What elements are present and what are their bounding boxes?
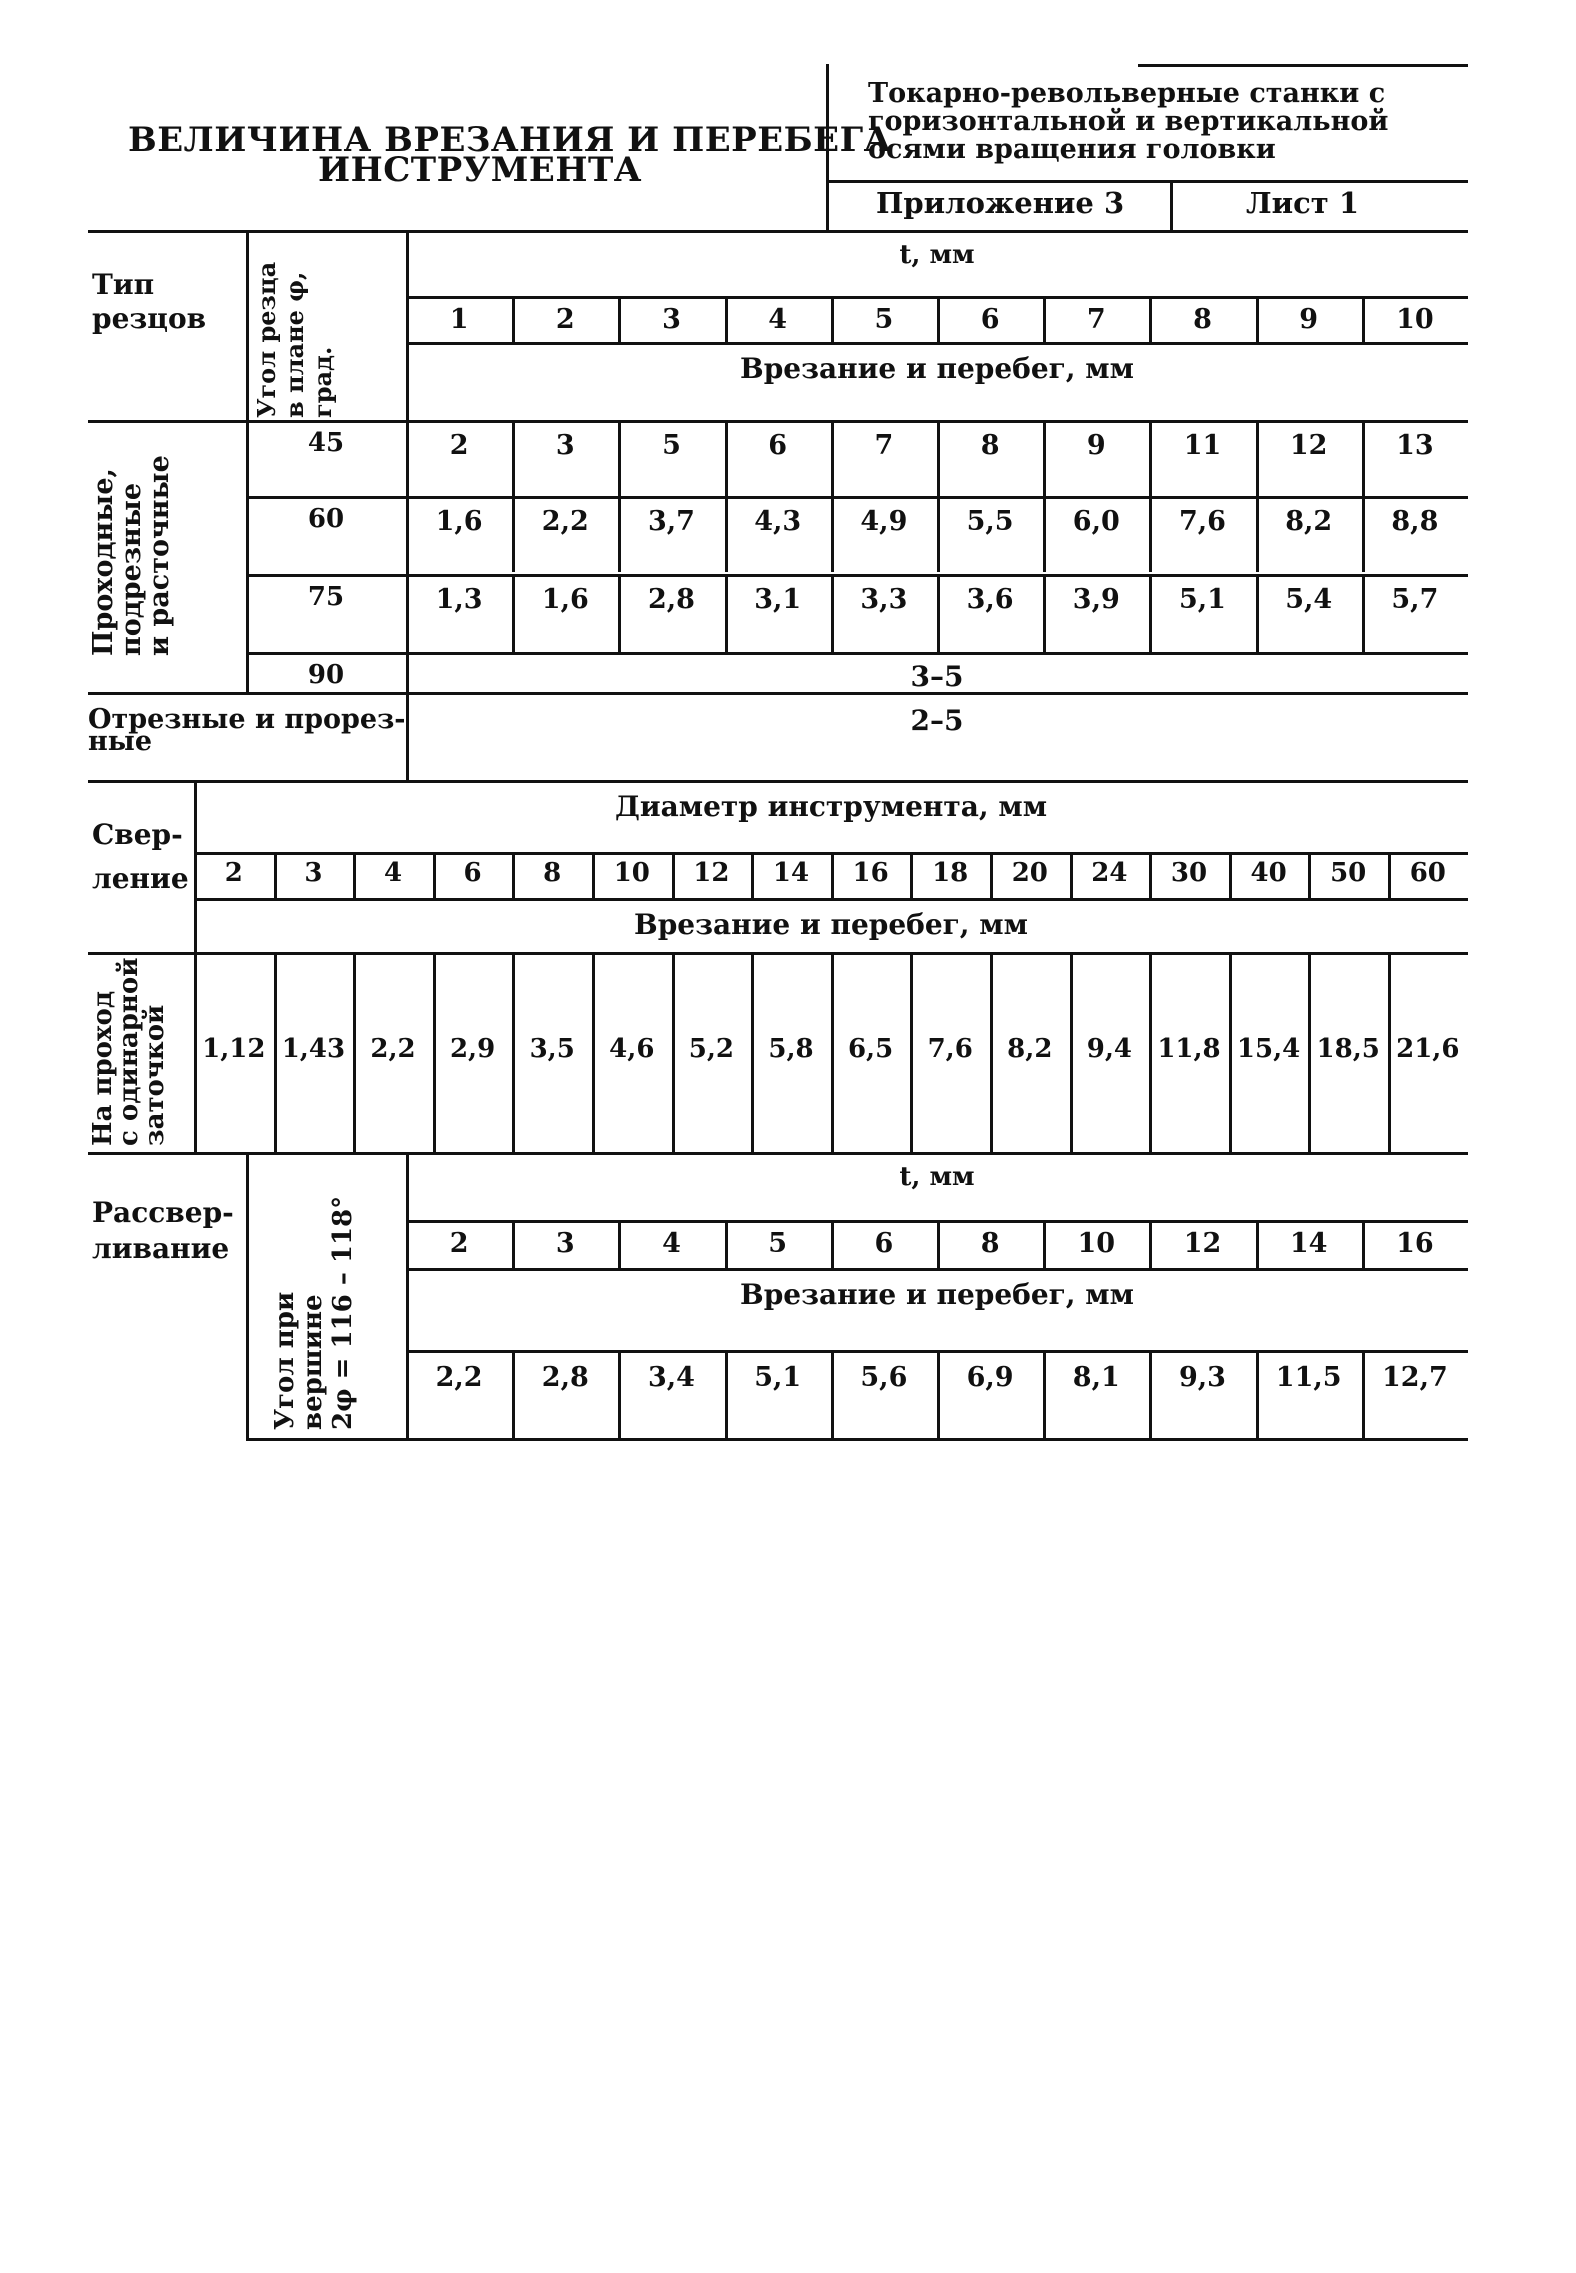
header-mid-rule (826, 180, 1468, 183)
t-value: 5 (874, 304, 894, 335)
diameter-value: 4 (383, 858, 403, 888)
rule (1256, 420, 1259, 496)
rule (1308, 952, 1311, 1152)
header-top-rule (1138, 64, 1468, 67)
rule (512, 1220, 515, 1268)
t-value: 6 (980, 304, 1000, 335)
drilling-label-2: ление (92, 862, 189, 895)
rule (1070, 952, 1073, 1152)
type-label-2: резцов (92, 302, 207, 335)
cutter-value: 5,1 (1178, 584, 1226, 615)
drilling-side-2: с одинарной (114, 957, 144, 1146)
rule (937, 420, 940, 496)
rule (618, 574, 621, 652)
rule (725, 574, 728, 652)
rule (1043, 496, 1046, 572)
diameter-value: 14 (772, 858, 810, 888)
diameter-value: 12 (693, 858, 730, 888)
drilling-value: 4,6 (609, 1034, 655, 1064)
cutter-value: 5 (662, 430, 681, 461)
rule (672, 852, 675, 898)
rule (618, 1350, 621, 1438)
diameter-value: 16 (852, 858, 889, 888)
type-label-1: Тип (92, 268, 155, 301)
drilling-value: 11,8 (1157, 1034, 1221, 1064)
rule (274, 952, 277, 1152)
cutter-value: 3,7 (647, 506, 695, 537)
drilling-value: 7,6 (927, 1034, 973, 1064)
rule (512, 574, 515, 652)
rule (1149, 420, 1152, 496)
rule (274, 852, 277, 898)
appendix-divider (1170, 180, 1173, 230)
rule (831, 852, 834, 898)
rule (1362, 1220, 1365, 1268)
cutter-value: 7 (874, 430, 894, 461)
rule (1043, 1350, 1046, 1438)
rule (831, 952, 834, 1152)
rule (1256, 1350, 1259, 1438)
t-value: 10 (1396, 304, 1434, 335)
angle-90: 90 (307, 660, 345, 690)
rule (618, 496, 621, 572)
cutoff-value: 2–5 (910, 704, 964, 737)
rule (618, 1220, 621, 1268)
rule (1362, 1350, 1365, 1438)
t-value: 9 (1299, 304, 1319, 335)
header-divider (826, 64, 829, 230)
rule (1149, 296, 1152, 342)
rule (246, 652, 1468, 655)
reaming-t-value: 8 (980, 1228, 1000, 1259)
rule (751, 952, 754, 1152)
drilling-value: 6,5 (847, 1034, 894, 1064)
rule (353, 952, 356, 1152)
rule (1362, 296, 1365, 342)
reaming-value: 6,9 (966, 1362, 1014, 1393)
rule (990, 852, 993, 898)
cutoff-label-2: ные (88, 726, 153, 757)
cutter-value: 2,8 (647, 584, 695, 615)
overrun-label: Врезание и перебег, мм (740, 352, 1134, 385)
rule (1043, 420, 1046, 496)
diameter-value: 8 (543, 858, 562, 888)
cutter-value: 3,1 (754, 584, 802, 615)
rule (831, 296, 834, 342)
drilling-value: 1,12 (202, 1034, 266, 1064)
diameter-value: 10 (613, 858, 650, 888)
t-value: 1 (449, 304, 469, 335)
cutter-value: 2 (449, 430, 469, 461)
rule (831, 1350, 834, 1438)
rule (88, 780, 1468, 783)
drilling-side-3: заточкой (140, 1004, 170, 1146)
rule (88, 952, 1468, 955)
rule (433, 852, 436, 898)
reaming-value: 5,1 (754, 1362, 802, 1393)
drilling-side-1: На проход (88, 990, 118, 1146)
drilling-value: 18,5 (1316, 1034, 1380, 1064)
rule (618, 420, 621, 496)
diameter-value: 18 (932, 858, 969, 888)
diameter-value: 2 (224, 858, 243, 888)
rule (937, 296, 940, 342)
rule (1149, 496, 1152, 572)
rule (672, 952, 675, 1152)
reaming-value: 11,5 (1275, 1362, 1342, 1393)
rule (88, 420, 1468, 423)
rule (1388, 952, 1391, 1152)
rule (512, 420, 515, 496)
diameter-value: 3 (304, 858, 323, 888)
angle-label-3: град. (308, 346, 337, 418)
angle-label-2: в плане φ, (280, 271, 309, 418)
diameter-value: 50 (1330, 858, 1367, 888)
cutter-value: 5,4 (1285, 584, 1333, 615)
drilling-value: 1,43 (281, 1034, 346, 1064)
machine-line-1: Токарно-револьверные станки с (868, 78, 1386, 109)
rule (725, 496, 728, 572)
reaming-angle-1: Угол при (270, 1291, 300, 1430)
diameter-header: Диаметр инструмента, мм (614, 790, 1048, 823)
t-value: 4 (768, 304, 788, 335)
rule (88, 692, 1468, 695)
rule (937, 496, 940, 572)
group-label-1: Проходные, (88, 468, 119, 656)
rule (937, 1220, 940, 1268)
rule (1229, 952, 1232, 1152)
rule (990, 952, 993, 1152)
drilling-value: 2,2 (370, 1034, 416, 1064)
cutter-value: 11 (1183, 430, 1222, 461)
t-value: 3 (662, 304, 681, 335)
rule (937, 574, 940, 652)
title-line-2: ИНСТРУМЕНТА (318, 150, 642, 190)
reaming-value: 9,3 (1178, 1362, 1226, 1393)
rule (1256, 574, 1259, 652)
rule (1308, 852, 1311, 898)
group-label-3: и расточные (144, 455, 175, 656)
rule (1043, 296, 1046, 342)
rule (512, 952, 515, 1152)
reaming-label-1: Рассвер- (92, 1196, 234, 1229)
value-90: 3–5 (910, 660, 964, 693)
rule (1149, 1220, 1152, 1268)
cutter-value: 6 (768, 430, 788, 461)
reaming-value: 3,4 (647, 1362, 695, 1393)
rule (1362, 574, 1365, 652)
machine-line-2: горизонтальной и вертикальной (868, 106, 1389, 137)
angle-label-1: Угол резца (252, 261, 281, 418)
rule (353, 852, 356, 898)
cutter-value: 3,3 (860, 584, 908, 615)
cutter-value: 8 (980, 430, 1000, 461)
rule (246, 230, 249, 692)
rule (1362, 496, 1365, 572)
cutter-value: 1,6 (541, 584, 589, 615)
reaming-t-value: 5 (768, 1228, 788, 1259)
cutter-value: 6,0 (1072, 506, 1120, 537)
reaming-t-value: 4 (662, 1228, 681, 1259)
rule (512, 852, 515, 898)
reaming-value: 2,8 (541, 1362, 589, 1393)
cutter-value: 5,5 (966, 506, 1014, 537)
rule (592, 952, 595, 1152)
t-value: 8 (1193, 304, 1212, 335)
cutter-value: 4,3 (754, 506, 802, 537)
rule (512, 296, 515, 342)
t-value: 2 (555, 304, 575, 335)
rule (1043, 1220, 1046, 1268)
cutter-value: 12 (1289, 430, 1328, 461)
rule (1256, 296, 1259, 342)
rule (194, 780, 197, 1152)
drilling-value: 5,2 (688, 1034, 734, 1064)
rule (194, 898, 1468, 901)
diameter-value: 40 (1250, 858, 1287, 888)
rule (1256, 496, 1259, 572)
rule (725, 1350, 728, 1438)
appendix-label: Приложение 3 (876, 186, 1125, 220)
cutter-value: 3,6 (966, 584, 1014, 615)
reaming-value: 8,1 (1072, 1362, 1120, 1393)
reaming-value: 5,6 (860, 1362, 908, 1393)
rule (910, 852, 913, 898)
reaming-value: 2,2 (435, 1362, 483, 1393)
cutter-value: 5,7 (1391, 584, 1439, 615)
rule (592, 852, 595, 898)
cutter-value: 8,8 (1391, 506, 1439, 537)
drilling-overrun-label: Врезание и перебег, мм (634, 908, 1028, 941)
rule (831, 496, 834, 572)
rule (910, 952, 913, 1152)
reaming-overrun-label: Врезание и перебег, мм (740, 1278, 1134, 1311)
rule (618, 296, 621, 342)
rule (246, 1438, 1468, 1441)
rule (751, 852, 754, 898)
rule (937, 1350, 940, 1438)
drilling-label-1: Свер- (92, 818, 183, 851)
diameter-value: 20 (1011, 858, 1048, 888)
cutter-value: 7,6 (1178, 506, 1226, 537)
reaming-angle-2: вершине (298, 1294, 328, 1430)
reaming-t-value: 14 (1289, 1228, 1328, 1259)
rule (1256, 1220, 1259, 1268)
rule (725, 296, 728, 342)
diameter-value: 30 (1170, 858, 1208, 888)
rule (1043, 574, 1046, 652)
rule (831, 574, 834, 652)
rule (246, 496, 1468, 499)
rule (88, 1152, 1468, 1155)
machine-line-3: осями вращения головки (868, 134, 1276, 165)
cutter-angle: 75 (307, 582, 345, 612)
rule (512, 1350, 515, 1438)
cutter-angle: 60 (307, 504, 345, 534)
reaming-t-value: 3 (555, 1228, 575, 1259)
t-header: t, мм (899, 240, 975, 270)
cutter-value: 2,2 (541, 506, 589, 537)
rule (88, 230, 1468, 233)
cutter-value: 3,9 (1072, 584, 1120, 615)
rule (406, 342, 1468, 345)
drilling-value: 8,2 (1007, 1034, 1053, 1064)
rule (512, 496, 515, 572)
rule (725, 420, 728, 496)
reaming-angle-3: 2φ = 116 – 118° (328, 1195, 358, 1430)
reaming-value: 12,7 (1382, 1362, 1448, 1393)
rule (246, 574, 1468, 577)
title-line-1: ВЕЛИЧИНА ВРЕЗАНИЯ И ПЕРЕБЕГА (128, 120, 892, 160)
drilling-value: 2,9 (449, 1034, 496, 1064)
rule (1388, 852, 1391, 898)
drilling-value: 3,5 (529, 1034, 575, 1064)
cutter-value: 9 (1086, 430, 1106, 461)
drilling-value: 21,6 (1396, 1034, 1460, 1064)
cutter-angle: 45 (307, 428, 345, 458)
reaming-t-value: 6 (874, 1228, 894, 1259)
cutter-value: 1,6 (435, 506, 483, 537)
rule (1362, 420, 1365, 496)
reaming-t-value: 2 (449, 1228, 469, 1259)
cutter-value: 4,9 (860, 506, 908, 537)
t-value: 7 (1086, 304, 1106, 335)
drilling-value: 5,8 (768, 1034, 814, 1064)
rule (831, 1220, 834, 1268)
group-label-2: подрезные (116, 482, 147, 656)
reaming-t-value: 16 (1396, 1228, 1434, 1259)
reaming-t-header: t, мм (899, 1162, 975, 1192)
cutter-value: 1,3 (435, 584, 483, 615)
reaming-t-value: 10 (1077, 1228, 1116, 1259)
cutter-value: 13 (1396, 430, 1434, 461)
rule (1149, 1350, 1152, 1438)
rule (1070, 852, 1073, 898)
rule (246, 1152, 249, 1438)
rule (1149, 952, 1152, 1152)
drilling-value: 15,4 (1236, 1034, 1301, 1064)
cutoff-label-1: Отрезные и прорез- (88, 704, 406, 735)
diameter-value: 60 (1409, 858, 1446, 888)
rule (831, 420, 834, 496)
diameter-value: 6 (463, 858, 482, 888)
rule (406, 1268, 1468, 1271)
rule (1229, 852, 1232, 898)
diameter-value: 24 (1091, 858, 1128, 888)
rule (1149, 574, 1152, 652)
rule (725, 1220, 728, 1268)
cutter-value: 3 (555, 430, 575, 461)
reaming-label-2: ливание (92, 1232, 230, 1265)
rule (1149, 852, 1152, 898)
reaming-t-value: 12 (1183, 1228, 1222, 1259)
sheet-label: Лист 1 (1246, 186, 1360, 220)
drilling-value: 9,4 (1086, 1034, 1132, 1064)
cutter-value: 8,2 (1285, 506, 1333, 537)
rule (433, 952, 436, 1152)
